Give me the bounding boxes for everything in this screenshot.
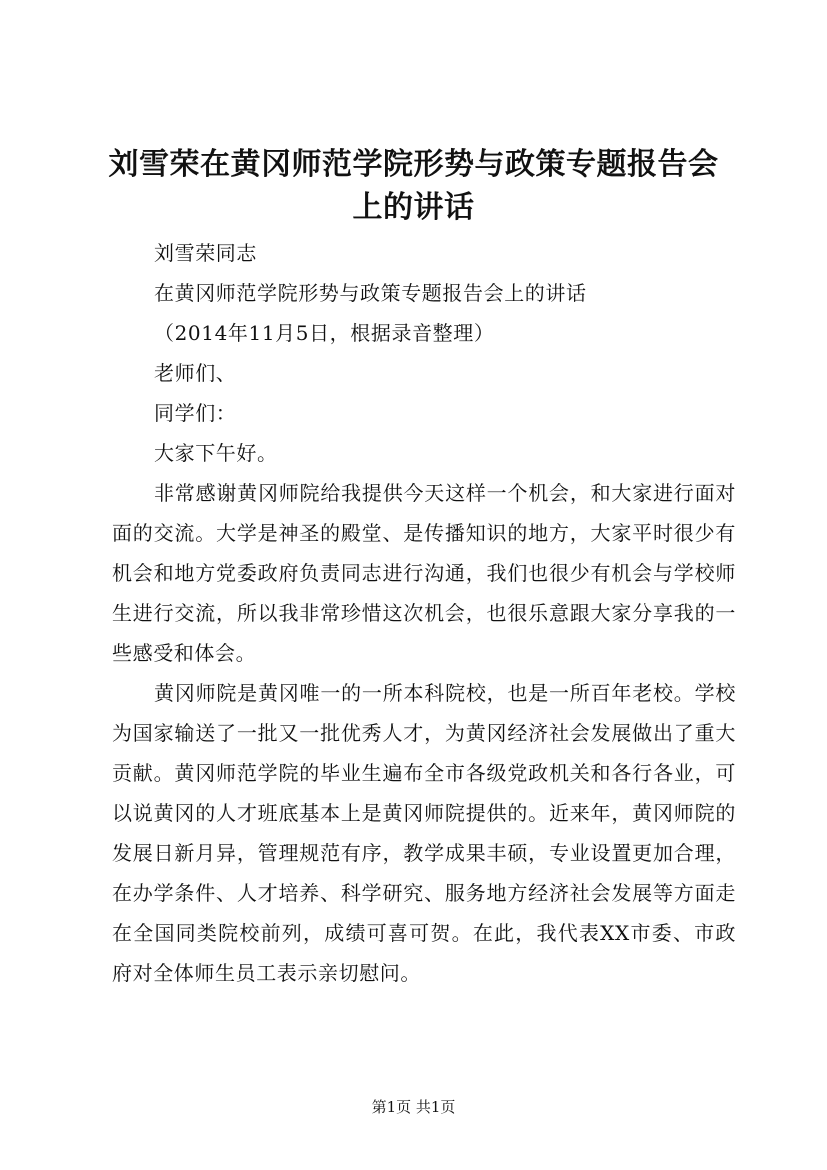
greeting: 大家下午好。: [154, 441, 278, 465]
speaker-line: 刘雪荣同志: [154, 241, 257, 265]
page-number-footer: 第1页 共1页: [371, 1098, 456, 1116]
date-note: （2014年11月5日，根据录音整理）: [154, 321, 495, 345]
body-paragraph: 非常感谢黄冈师院给我提供今天这样一个机会，和大家进行面对面的交流。大学是神圣的殿堂、是传播知识的地方，大家平时很少有机会和地方党委政府负责同志进行沟通，我们也很少有机会与学校师生进行交流，所以我非常珍惜这次机会，也很乐意跟大家分享我的一些感受和体会。: [112, 481, 736, 665]
document-body: [112, 233, 736, 993]
body-paragraph: 黄冈师院是黄冈唯一的一所本科院校，也是一所百年老校。学校为国家输送了一批又一批优秀人才，为黄冈经济社会发展做出了重大贡献。黄冈师范学院的毕业生遍布全市各级党政机关和各行各业，可以说黄冈的人才班底基本上是黄冈师院提供的。近来年，黄冈师院的发展日新月异，管理规范有序，教学成果丰硕，专业设置更加合理，在办学条件、人才培养、科学研究、服务地方经济社会发展等方面走在全国同类院校前列，成绩可喜可贺。在此，我代表XX市委、市政府对全体师生员工表示亲切慰问。: [112, 681, 736, 985]
speech-subtitle: 在黄冈师范学院形势与政策专题报告会上的讲话: [154, 281, 587, 305]
document-title: 刘雪荣在黄冈师范学院形势与政策专题报告会上的讲话: [108, 147, 719, 225]
salutation-students: 同学们：: [154, 401, 237, 425]
salutation-teachers: 老师们、: [154, 361, 237, 385]
